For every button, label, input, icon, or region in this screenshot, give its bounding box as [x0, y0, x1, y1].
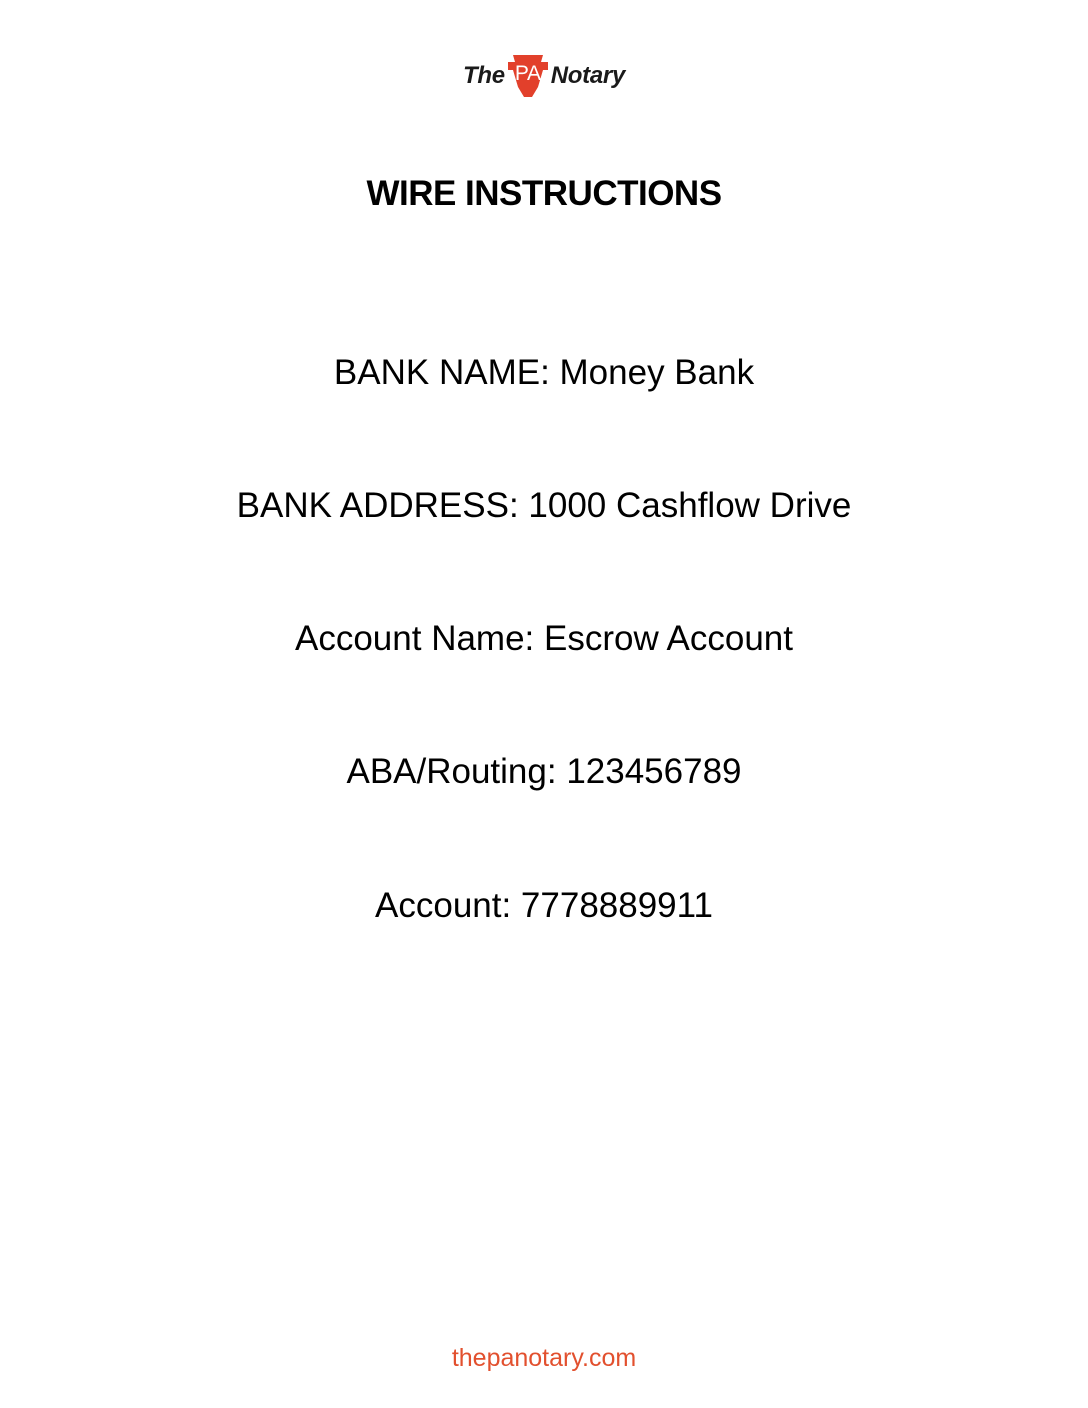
aba-routing-line: ABA/Routing: 123456789	[346, 752, 742, 791]
footer-website-link[interactable]: thepanotary.com	[451, 1344, 637, 1372]
document-title: WIRE INSTRUCTIONS	[366, 174, 722, 213]
account-name-line: Account Name: Escrow Account	[295, 619, 793, 658]
keystone-icon	[507, 53, 549, 99]
logo	[0, 52, 1088, 100]
logo-word-the: The	[462, 62, 505, 89]
keystone-label: PA	[514, 62, 541, 85]
account-number-line: Account: 7778889911	[375, 886, 713, 925]
bank-address-line: BANK ADDRESS: 1000 Cashflow Drive	[236, 486, 852, 525]
logo-word-notary: Notary	[550, 62, 625, 89]
logo-wordmark	[463, 53, 625, 99]
bank-name-line: BANK NAME: Money Bank	[333, 353, 755, 392]
